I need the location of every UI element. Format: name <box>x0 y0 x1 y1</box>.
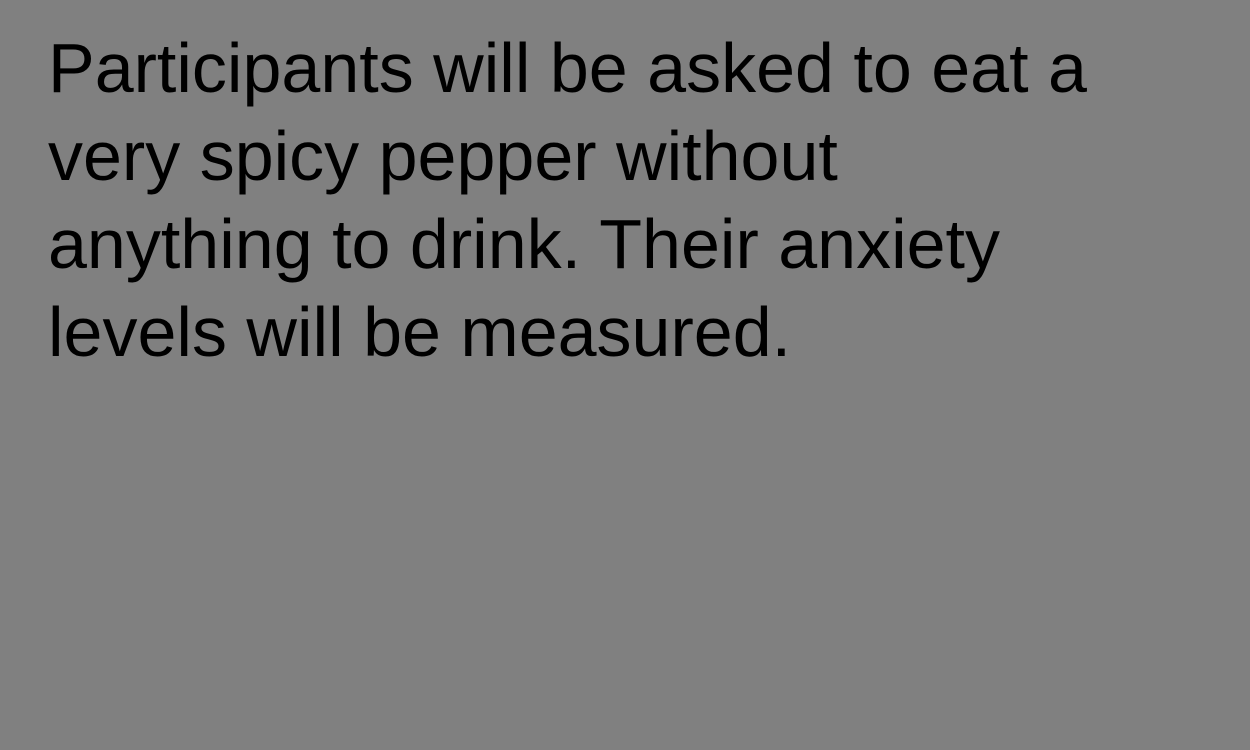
instruction-text <box>48 24 1218 376</box>
instruction-line-4: levels will be measured. <box>48 293 792 371</box>
instruction-line-2: very spicy pepper without <box>48 117 838 195</box>
instruction-line-1: Participants will be asked to eat a <box>48 29 1087 107</box>
instruction-line-3: anything to drink. Their anxiety <box>48 205 1001 283</box>
